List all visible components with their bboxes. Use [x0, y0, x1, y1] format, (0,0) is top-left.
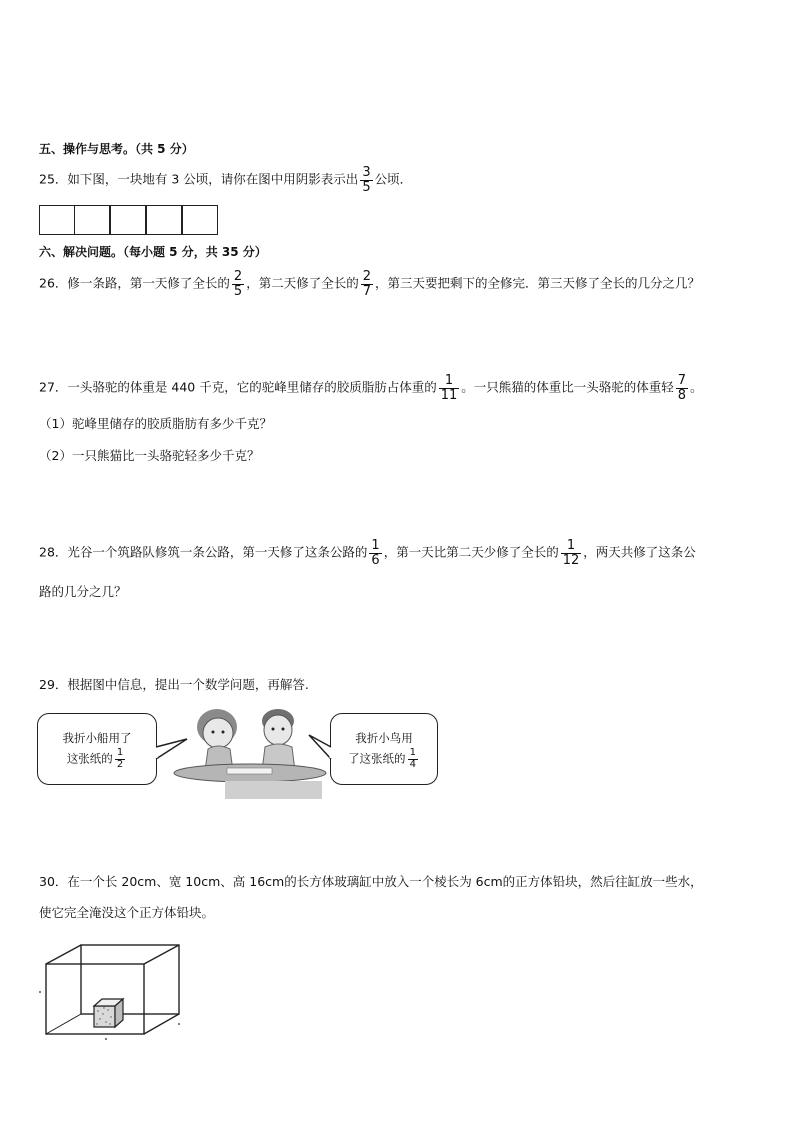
frac-num: 1	[566, 538, 576, 553]
q25-text-before: 25．如下图，一块地有 3 公顷，请你在图中用阴影表示出	[39, 171, 359, 187]
question-25	[39, 166, 412, 194]
q29-illustration	[37, 705, 442, 805]
bubble-left-line1: 我折小船用了	[62, 731, 132, 745]
shading-grid[interactable]	[39, 205, 219, 235]
q26-part1: 26．修一条路，第一天修了全长的	[39, 275, 230, 291]
q28-part1: 28．光谷一个筑路队修筑一条公路，第一天修了这条公路的	[39, 544, 368, 560]
question-27	[39, 374, 703, 402]
section-five-heading: 五、操作与思考。（共 5 分）	[39, 142, 194, 156]
question-26	[39, 270, 700, 298]
q26-part3: ，第三天要把剩下的全修完．第三天修了全长的几分之几？	[375, 275, 701, 291]
q28-part2: ，第一天比第二天少修了全长的	[383, 544, 559, 560]
frac-den: 2	[116, 758, 124, 770]
fraction-one-twelfth	[561, 539, 582, 567]
frac-num: 1	[409, 747, 416, 758]
frac-den: 4	[409, 758, 416, 770]
grid-cell[interactable]	[146, 205, 182, 235]
q27-sub-question-2: （2）一只熊猫比一头骆驼轻多少千克？	[39, 448, 260, 463]
fraction-seven-eighths	[676, 374, 688, 402]
children-at-table-drawing	[37, 705, 442, 805]
bubble-right-text: 了这张纸的	[348, 751, 406, 766]
q27-sub-question-1: （1）驼峰里储存的胶质脂肪有多少千克？	[39, 416, 272, 431]
question-28	[39, 539, 696, 567]
grid-cell[interactable]	[74, 205, 110, 235]
fraction-one-sixth	[369, 539, 381, 567]
fraction-one-eleventh	[439, 374, 460, 402]
q27-part3: 。	[690, 379, 703, 395]
fraction-two-sevenths	[361, 270, 373, 298]
section-six-heading: 六、解决问题。（每小题 5 分，共 35 分）	[39, 245, 267, 259]
q26-part2: ，第二天修了全长的	[246, 275, 359, 291]
frac-num: 1	[116, 747, 124, 758]
frac-num: 2	[362, 269, 371, 284]
frac-num: 1	[371, 538, 380, 553]
frac-num: 1	[444, 373, 454, 388]
frac-den: 11	[440, 387, 458, 403]
question-29: 29．根据图中信息，提出一个数学问题，再解答.	[39, 677, 309, 692]
fraction-three-fifths	[360, 166, 372, 194]
tank-with-cube-figure	[36, 938, 186, 1043]
frac-den: 12	[562, 552, 580, 568]
question-30-line-2: 使它完全淹没这个正方体铅块。	[39, 905, 215, 920]
frac-num: 2	[233, 269, 243, 284]
grid-cell[interactable]	[110, 205, 146, 235]
frac-den: 7	[362, 283, 371, 299]
bubble-right-line1: 我折小鸟用	[355, 731, 413, 745]
fraction-two-fifths	[232, 270, 244, 298]
grid-cell[interactable]	[182, 205, 218, 235]
q25-text-after: 公顷．	[374, 171, 413, 187]
frac-num: 7	[677, 373, 687, 388]
q28-line-2: 路的几分之几？	[39, 584, 127, 599]
q28-part3: ，两天共修了这条公	[583, 544, 696, 560]
q27-part1: 27．一头骆驼的体重是 440 千克，它的驼峰里储存的胶质脂肪占体重的	[39, 379, 437, 395]
bubble-left-text: 这张纸的	[66, 751, 113, 766]
q27-part2: 。一只熊猫的体重比一头骆驼的体重轻	[461, 379, 674, 395]
question-30-line-1: 30．在一个长 20cm、宽 10cm、高 16cm的长方体玻璃缸中放入一个棱长为 6cm的正方体铅块，然后往缸放一些水，	[39, 874, 703, 889]
frac-den: 5	[233, 283, 243, 299]
frac-num: 3	[362, 165, 371, 180]
frac-den: 6	[371, 552, 380, 568]
frac-den: 8	[677, 387, 687, 403]
grid-cell[interactable]	[39, 205, 75, 235]
frac-den: 5	[362, 179, 371, 195]
